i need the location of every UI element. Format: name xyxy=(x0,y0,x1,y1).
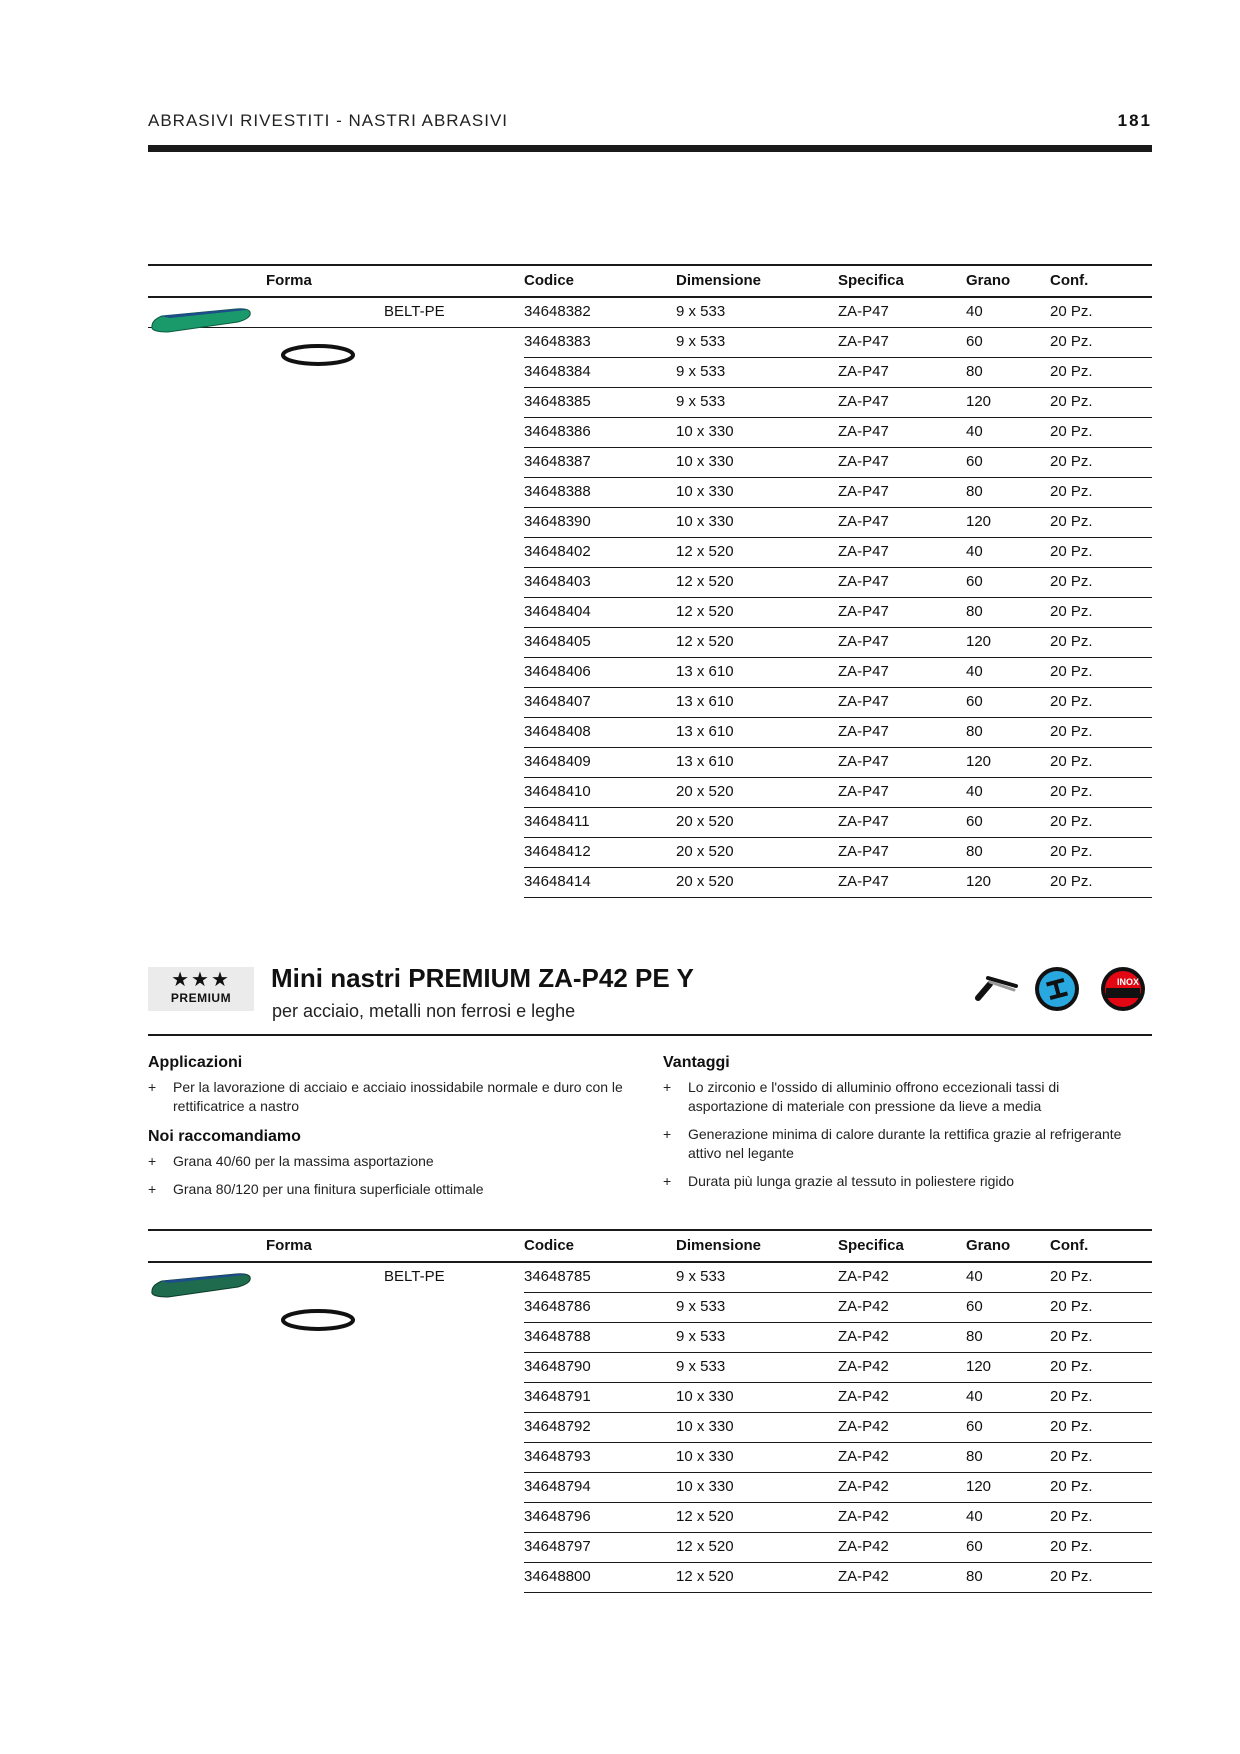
table-body xyxy=(148,298,1152,898)
page-header-title: ABRASIVI RIVESTITI - NASTRI ABRASIVI xyxy=(148,111,509,130)
col-forma: Forma xyxy=(266,272,312,289)
table-row xyxy=(524,1353,1152,1383)
cell-dimension: 10 x 330 xyxy=(676,453,734,470)
product-table-za-p42 xyxy=(148,1229,1152,1593)
cell-code: 34648800 xyxy=(524,1568,591,1585)
table-row xyxy=(524,448,1152,478)
cell-pack: 20 Pz. xyxy=(1050,1568,1093,1585)
header-rule xyxy=(148,145,1152,152)
cell-dimension: 10 x 330 xyxy=(676,483,734,500)
bullet-plus: + xyxy=(663,1079,672,1095)
cell-grit: 120 xyxy=(966,513,992,530)
table-row xyxy=(524,808,1152,838)
cell-spec: ZA-P42 xyxy=(838,1298,889,1315)
cell-pack: 20 Pz. xyxy=(1050,1298,1093,1315)
belt-image xyxy=(148,302,254,336)
page-number: 181 xyxy=(1117,111,1152,130)
table-row xyxy=(524,508,1152,538)
cell-code: 34648411 xyxy=(524,813,590,830)
cell-grit: 40 xyxy=(966,543,983,560)
cell-pack: 20 Pz. xyxy=(1050,423,1093,440)
cell-spec: ZA-P47 xyxy=(838,663,889,680)
cell-spec: ZA-P47 xyxy=(838,783,889,800)
forma-value: BELT-PE xyxy=(384,303,445,320)
cell-code: 34648385 xyxy=(524,393,591,410)
cell-dimension: 9 x 533 xyxy=(676,303,726,320)
title-rule xyxy=(148,1034,1152,1036)
recommend-heading: Noi raccomandiamo xyxy=(148,1128,301,1145)
recommend-item-text: Grana 40/60 per la massima asportazione xyxy=(173,1153,434,1169)
cell-grit: 40 xyxy=(966,663,983,680)
advantages-item-line2: asportazione di materiale con pressione da lieve a media xyxy=(688,1098,1042,1114)
cell-code: 34648791 xyxy=(524,1388,591,1405)
cell-grit: 80 xyxy=(966,843,983,860)
steel-material-icon xyxy=(1034,966,1080,1012)
table-row xyxy=(524,1293,1152,1323)
cell-pack: 20 Pz. xyxy=(1050,363,1093,380)
table-row xyxy=(524,538,1152,568)
cell-dimension: 9 x 533 xyxy=(676,1298,726,1315)
cell-spec: ZA-P47 xyxy=(838,813,889,830)
cell-spec: ZA-P47 xyxy=(838,723,889,740)
cell-code: 34648793 xyxy=(524,1448,591,1465)
advantages-item-line1: Durata più lunga grazie al tessuto in poliestere rigido xyxy=(688,1173,1015,1189)
cell-pack: 20 Pz. xyxy=(1050,1448,1093,1465)
cell-grit: 60 xyxy=(966,573,983,590)
col-pack: Conf. xyxy=(1050,1237,1089,1254)
bullet-plus: + xyxy=(148,1079,157,1095)
cell-dimension: 12 x 520 xyxy=(676,1568,734,1585)
cell-grit: 120 xyxy=(966,1478,992,1495)
cell-code: 34648790 xyxy=(524,1358,591,1375)
cell-pack: 20 Pz. xyxy=(1050,303,1093,320)
col-code: Codice xyxy=(524,272,575,289)
table-row xyxy=(524,358,1152,388)
cell-dimension: 13 x 610 xyxy=(676,663,734,680)
cell-pack: 20 Pz. xyxy=(1050,513,1093,530)
col-dimension: Dimensione xyxy=(676,272,762,289)
cell-grit: 60 xyxy=(966,453,983,470)
bullet-plus: + xyxy=(663,1126,672,1142)
cell-grit: 40 xyxy=(966,783,983,800)
cell-code: 34648403 xyxy=(524,573,591,590)
cell-code: 34648410 xyxy=(524,783,591,800)
cell-spec: ZA-P47 xyxy=(838,333,889,350)
cell-dimension: 13 x 610 xyxy=(676,723,734,740)
table-row xyxy=(524,1503,1152,1533)
cell-pack: 20 Pz. xyxy=(1050,1508,1093,1525)
cell-code: 34648412 xyxy=(524,843,591,860)
table-row xyxy=(524,1443,1152,1473)
col-pack: Conf. xyxy=(1050,272,1089,289)
cell-code: 34648797 xyxy=(524,1538,591,1555)
cell-pack: 20 Pz. xyxy=(1050,723,1093,740)
table-row xyxy=(524,478,1152,508)
cell-code: 34648388 xyxy=(524,483,591,500)
cell-dimension: 12 x 520 xyxy=(676,543,734,560)
table-row xyxy=(524,658,1152,688)
cell-code: 34648407 xyxy=(524,693,591,710)
cell-grit: 120 xyxy=(966,873,992,890)
cell-spec: ZA-P42 xyxy=(838,1358,889,1375)
applications-item xyxy=(148,1078,648,1118)
cell-dimension: 20 x 520 xyxy=(676,873,734,890)
cell-dimension: 9 x 533 xyxy=(676,363,726,380)
cell-dimension: 9 x 533 xyxy=(676,333,726,350)
applications-item-line1: Per la lavorazione di acciaio e acciaio inossidabile normale e duro con le xyxy=(173,1079,623,1095)
table-row xyxy=(524,838,1152,868)
cell-code: 34648382 xyxy=(524,303,591,320)
cell-dimension: 10 x 330 xyxy=(676,1448,734,1465)
cell-code: 34648390 xyxy=(524,513,591,530)
table-row xyxy=(524,1323,1152,1353)
cell-pack: 20 Pz. xyxy=(1050,693,1093,710)
col-spec: Specifica xyxy=(838,1237,904,1254)
cell-pack: 20 Pz. xyxy=(1050,1268,1093,1285)
cell-code: 34648406 xyxy=(524,663,591,680)
cell-spec: ZA-P42 xyxy=(838,1268,889,1285)
col-forma: Forma xyxy=(266,1237,312,1254)
cell-pack: 20 Pz. xyxy=(1050,633,1093,650)
cell-spec: ZA-P42 xyxy=(838,1448,889,1465)
cell-dimension: 10 x 330 xyxy=(676,423,734,440)
table-header xyxy=(148,1229,1152,1263)
cell-pack: 20 Pz. xyxy=(1050,663,1093,680)
cell-dimension: 10 x 330 xyxy=(676,1418,734,1435)
cell-code: 34648402 xyxy=(524,543,591,560)
recommend-item xyxy=(148,1180,648,1200)
table-row xyxy=(524,778,1152,808)
belt-outline-icon xyxy=(280,342,356,368)
table-row xyxy=(524,748,1152,778)
cell-grit: 120 xyxy=(966,633,992,650)
table-row xyxy=(524,1473,1152,1503)
cell-code: 34648409 xyxy=(524,753,591,770)
cell-dimension: 12 x 520 xyxy=(676,633,734,650)
cell-grit: 40 xyxy=(966,423,983,440)
cell-spec: ZA-P42 xyxy=(838,1568,889,1585)
cell-spec: ZA-P47 xyxy=(838,303,889,320)
advantages-heading: Vantaggi xyxy=(663,1054,730,1071)
col-grit: Grano xyxy=(966,272,1011,289)
table-row xyxy=(524,1263,1152,1293)
cell-grit: 80 xyxy=(966,1568,983,1585)
product-table-za-p47 xyxy=(148,264,1152,898)
cell-spec: ZA-P47 xyxy=(838,483,889,500)
cell-spec: ZA-P42 xyxy=(838,1508,889,1525)
advantages-item-line2: attivo nel legante xyxy=(688,1145,794,1161)
cell-pack: 20 Pz. xyxy=(1050,783,1093,800)
cell-code: 34648383 xyxy=(524,333,591,350)
cell-code: 34648384 xyxy=(524,363,591,380)
cell-grit: 60 xyxy=(966,1418,983,1435)
table-row xyxy=(524,598,1152,628)
cell-pack: 20 Pz. xyxy=(1050,1538,1093,1555)
cell-pack: 20 Pz. xyxy=(1050,1328,1093,1345)
cell-grit: 60 xyxy=(966,333,983,350)
table-row xyxy=(524,868,1152,898)
cell-pack: 20 Pz. xyxy=(1050,603,1093,620)
cell-spec: ZA-P47 xyxy=(838,423,889,440)
forma-value: BELT-PE xyxy=(384,1268,445,1285)
cell-spec: ZA-P47 xyxy=(838,363,889,380)
table-body xyxy=(148,1263,1152,1593)
bullet-plus: + xyxy=(148,1153,157,1169)
advantages-item xyxy=(663,1172,1152,1192)
cell-dimension: 10 x 330 xyxy=(676,513,734,530)
cell-grit: 80 xyxy=(966,483,983,500)
cell-spec: ZA-P47 xyxy=(838,393,889,410)
table-row xyxy=(524,418,1152,448)
cell-dimension: 20 x 520 xyxy=(676,813,734,830)
cell-grit: 120 xyxy=(966,1358,992,1375)
table-row xyxy=(524,568,1152,598)
advantages-item xyxy=(663,1125,1152,1165)
cell-dimension: 20 x 520 xyxy=(676,843,734,860)
cell-dimension: 12 x 520 xyxy=(676,573,734,590)
cell-pack: 20 Pz. xyxy=(1050,543,1093,560)
cell-grit: 40 xyxy=(966,1508,983,1525)
bullet-plus: + xyxy=(148,1181,157,1197)
product-subtitle: per acciaio, metalli non ferrosi e leghe xyxy=(272,1001,576,1021)
inox-material-icon xyxy=(1100,966,1146,1012)
table-row xyxy=(524,388,1152,418)
cell-grit: 40 xyxy=(966,1268,983,1285)
cell-spec: ZA-P42 xyxy=(838,1478,889,1495)
cell-dimension: 20 x 520 xyxy=(676,783,734,800)
cell-grit: 80 xyxy=(966,723,983,740)
cell-code: 34648786 xyxy=(524,1298,591,1315)
cell-code: 34648405 xyxy=(524,633,591,650)
cell-code: 34648794 xyxy=(524,1478,591,1495)
table-row xyxy=(524,628,1152,658)
cell-grit: 80 xyxy=(966,603,983,620)
cell-spec: ZA-P42 xyxy=(838,1418,889,1435)
premium-label: PREMIUM xyxy=(170,991,232,1005)
cell-pack: 20 Pz. xyxy=(1050,1388,1093,1405)
cell-pack: 20 Pz. xyxy=(1050,393,1093,410)
cell-pack: 20 Pz. xyxy=(1050,453,1093,470)
applications-heading: Applicazioni xyxy=(148,1054,243,1071)
cell-dimension: 9 x 533 xyxy=(676,1358,726,1375)
cell-code: 34648785 xyxy=(524,1268,591,1285)
cell-pack: 20 Pz. xyxy=(1050,873,1093,890)
cell-code: 34648792 xyxy=(524,1418,591,1435)
cell-spec: ZA-P42 xyxy=(838,1388,889,1405)
cell-pack: 20 Pz. xyxy=(1050,753,1093,770)
product-title: Mini nastri PREMIUM ZA-P42 PE Y xyxy=(271,963,694,993)
cell-dimension: 10 x 330 xyxy=(676,1478,734,1495)
cell-pack: 20 Pz. xyxy=(1050,843,1093,860)
cell-pack: 20 Pz. xyxy=(1050,573,1093,590)
applications-item-line2: rettificatrice a nastro xyxy=(173,1098,300,1114)
cell-spec: ZA-P47 xyxy=(838,513,889,530)
inox-label: INOX xyxy=(1116,977,1140,987)
cell-spec: ZA-P47 xyxy=(838,843,889,860)
cell-grit: 80 xyxy=(966,1448,983,1465)
table-header xyxy=(148,264,1152,298)
cell-spec: ZA-P47 xyxy=(838,873,889,890)
cell-grit: 60 xyxy=(966,693,983,710)
table-row xyxy=(524,1383,1152,1413)
star-icon: ★★★ xyxy=(171,969,231,991)
cell-dimension: 9 x 533 xyxy=(676,1328,726,1345)
col-code: Codice xyxy=(524,1237,575,1254)
cell-spec: ZA-P47 xyxy=(838,693,889,710)
cell-spec: ZA-P47 xyxy=(838,573,889,590)
cell-spec: ZA-P47 xyxy=(838,453,889,470)
advantages-item-line1: Generazione minima di calore durante la rettifica grazie al refrigerante xyxy=(688,1126,1122,1142)
cell-code: 34648386 xyxy=(524,423,591,440)
cell-dimension: 12 x 520 xyxy=(676,603,734,620)
table-row xyxy=(524,688,1152,718)
bullet-plus: + xyxy=(663,1173,672,1189)
table-row xyxy=(524,1533,1152,1563)
cell-dimension: 9 x 533 xyxy=(676,393,726,410)
cell-code: 34648408 xyxy=(524,723,591,740)
cell-spec: ZA-P42 xyxy=(838,1328,889,1345)
recommend-item-text: Grana 80/120 per una finitura superficiale ottimale xyxy=(173,1181,484,1197)
cell-dimension: 9 x 533 xyxy=(676,1268,726,1285)
col-dimension: Dimensione xyxy=(676,1237,762,1254)
cell-dimension: 13 x 610 xyxy=(676,753,734,770)
cell-spec: ZA-P47 xyxy=(838,603,889,620)
cell-grit: 80 xyxy=(966,363,983,380)
cell-spec: ZA-P47 xyxy=(838,633,889,650)
cell-pack: 20 Pz. xyxy=(1050,1358,1093,1375)
cell-dimension: 10 x 330 xyxy=(676,1388,734,1405)
cell-code: 34648796 xyxy=(524,1508,591,1525)
cell-dimension: 13 x 610 xyxy=(676,693,734,710)
cell-pack: 20 Pz. xyxy=(1050,483,1093,500)
cell-code: 34648404 xyxy=(524,603,591,620)
cell-grit: 120 xyxy=(966,753,992,770)
cell-spec: ZA-P47 xyxy=(838,753,889,770)
belt-grinder-icon xyxy=(972,972,1022,1002)
cell-grit: 40 xyxy=(966,1388,983,1405)
cell-pack: 20 Pz. xyxy=(1050,1478,1093,1495)
cell-dimension: 12 x 520 xyxy=(676,1538,734,1555)
table-row xyxy=(524,718,1152,748)
premium-badge xyxy=(148,967,254,1011)
cell-grit: 60 xyxy=(966,1538,983,1555)
cell-code: 34648414 xyxy=(524,873,591,890)
table-row xyxy=(524,298,1152,328)
belt-image xyxy=(148,1267,254,1301)
cell-grit: 80 xyxy=(966,1328,983,1345)
cell-pack: 20 Pz. xyxy=(1050,813,1093,830)
cell-code: 34648387 xyxy=(524,453,591,470)
advantages-item xyxy=(663,1078,1152,1118)
table-row xyxy=(524,1413,1152,1443)
col-grit: Grano xyxy=(966,1237,1011,1254)
table-row xyxy=(524,328,1152,358)
belt-outline-icon xyxy=(280,1307,356,1333)
cell-code: 34648788 xyxy=(524,1328,591,1345)
cell-grit: 60 xyxy=(966,1298,983,1315)
cell-spec: ZA-P47 xyxy=(838,543,889,560)
cell-dimension: 12 x 520 xyxy=(676,1508,734,1525)
cell-grit: 120 xyxy=(966,393,992,410)
col-spec: Specifica xyxy=(838,272,904,289)
table-row xyxy=(524,1563,1152,1593)
recommend-item xyxy=(148,1152,648,1172)
cell-spec: ZA-P42 xyxy=(838,1538,889,1555)
cell-pack: 20 Pz. xyxy=(1050,333,1093,350)
cell-pack: 20 Pz. xyxy=(1050,1418,1093,1435)
advantages-item-line1: Lo zirconio e l'ossido di alluminio offrono eccezionali tassi di xyxy=(688,1079,1060,1095)
cell-grit: 60 xyxy=(966,813,983,830)
cell-grit: 40 xyxy=(966,303,983,320)
